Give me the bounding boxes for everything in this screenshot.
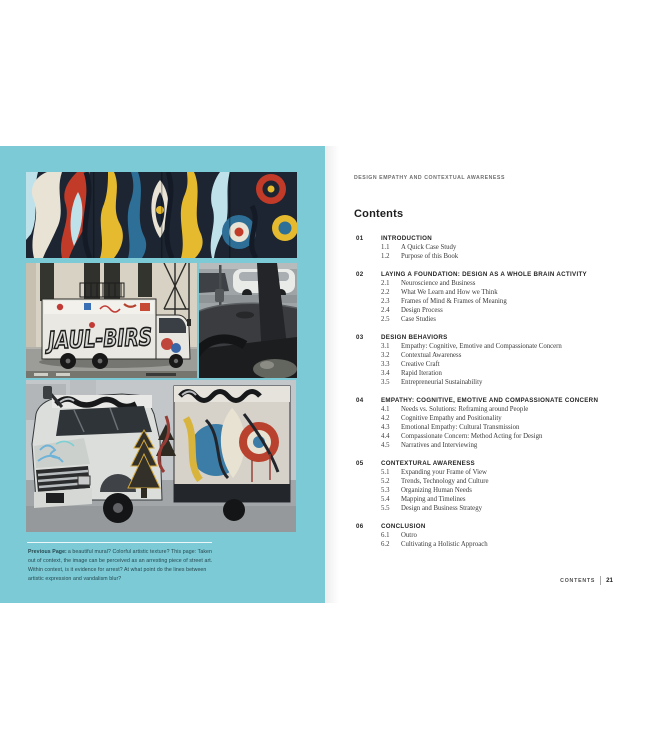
toc-section-title: CONTEXTURAL AWARENESS <box>381 460 475 467</box>
page-title: Contents <box>354 208 404 220</box>
toc-item-number: 4.5 <box>381 442 390 449</box>
toc-section-number: 02 <box>356 271 364 278</box>
page-number: 21 <box>606 577 613 584</box>
caption-line: out of context, the image can be perceived as an arresting piece of street art. <box>28 558 213 564</box>
toc-item-number: 2.1 <box>381 280 390 287</box>
toc-item-title: Trends, Technology and Culture <box>401 478 489 485</box>
toc-section-title: EMPATHY: COGNITIVE, EMOTIVE AND COMPASSIONATE CONCERN <box>381 397 599 404</box>
toc-section-title: CONCLUSION <box>381 523 426 530</box>
toc-section-number: 06 <box>356 523 364 530</box>
truck-closeup-illustration <box>26 380 296 532</box>
book-spread <box>0 146 650 603</box>
toc-section-header <box>356 459 618 468</box>
toc-item <box>381 351 618 360</box>
toc-item <box>381 297 618 306</box>
toc-item-title: Cognitive Empathy and Positionality <box>401 415 502 422</box>
photo-caption <box>28 548 220 584</box>
toc-item-number: 4.3 <box>381 424 390 431</box>
toc-item <box>381 477 618 486</box>
toc-item-title: Needs vs. Solutions: Reframing around People <box>401 406 529 413</box>
toc-item-number: 5.4 <box>381 496 390 503</box>
toc-section-title: DESIGN BEHAVIORS <box>381 334 448 341</box>
toc-item <box>381 504 618 513</box>
graffiti-truck-closeup-photo <box>26 380 296 532</box>
toc-item <box>381 531 618 540</box>
mural-illustration <box>26 172 297 258</box>
caption-divider <box>27 542 212 543</box>
toc-section-header <box>356 234 618 243</box>
truck-street-illustration <box>26 263 197 378</box>
toc-item-title: Emotional Empathy: Cultural Transmission <box>401 424 520 431</box>
toc-item-title: Entrepreneurial Sustainability <box>401 379 483 386</box>
graffiti-truck-street-photo <box>26 263 197 378</box>
toc-item <box>381 378 618 387</box>
toc-item-title: Case Studies <box>401 316 436 323</box>
running-head: DESIGN EMPATHY AND CONTEXTUAL AWARENESS <box>354 175 505 181</box>
caption-line: Within context, is it evidence for arrest? At what point do the lines between <box>28 567 207 573</box>
toc-item <box>381 252 618 261</box>
footer-section-label: CONTENTS <box>560 577 596 584</box>
toc-item-title: Design and Business Strategy <box>401 505 482 512</box>
toc-item-number: 3.4 <box>381 370 390 377</box>
caption-line <box>28 548 220 557</box>
toc-item-number: 2.2 <box>381 289 390 296</box>
toc-section-header <box>356 270 618 279</box>
toc-item <box>381 441 618 450</box>
toc-item-number: 2.4 <box>381 307 390 314</box>
toc-item-title: Frames of Mind & Frames of Meaning <box>401 298 507 305</box>
caption-lead: Previous Page: <box>28 549 67 555</box>
toc-item <box>381 423 618 432</box>
toc-item-number: 4.1 <box>381 406 390 413</box>
toc-item <box>381 540 618 549</box>
caption-line: artistic expression and vandalism blur? <box>28 576 122 582</box>
toc-item <box>381 243 618 252</box>
toc-item-number: 5.5 <box>381 505 390 512</box>
toc-section-number: 03 <box>356 334 364 341</box>
toc-item <box>381 315 618 324</box>
toc-item-number: 6.2 <box>381 541 390 548</box>
toc-item <box>381 486 618 495</box>
toc-item <box>381 342 618 351</box>
toc-item-number: 3.3 <box>381 361 390 368</box>
toc-section <box>356 459 618 513</box>
toc-item-title: Empathy: Cognitive, Emotive and Compassionate Concern <box>401 343 562 350</box>
toc-item <box>381 369 618 378</box>
toc-item-number: 5.1 <box>381 469 390 476</box>
toc-item <box>381 360 618 369</box>
toc-section-number: 01 <box>356 235 364 242</box>
toc-section-number: 05 <box>356 460 364 467</box>
toc-section-title: INTRODUCTION <box>381 235 433 242</box>
toc-item-title: Rapid Iteration <box>401 370 442 377</box>
left-page <box>0 146 325 603</box>
toc-item-title: Purpose of this Book <box>401 253 459 260</box>
toc-section-header <box>356 522 618 531</box>
toc-item-title: Narratives and Interviewing <box>401 442 478 449</box>
toc-item-number: 1.1 <box>381 244 390 251</box>
toc-item-title: Design Process <box>401 307 443 314</box>
toc-item <box>381 405 618 414</box>
toc-section <box>356 396 618 450</box>
caption-text: a beautiful mural? Colorful artistic texture? This page: Taken <box>67 549 213 555</box>
toc-item <box>381 432 618 441</box>
toc-item-number: 4.2 <box>381 415 390 422</box>
toc-section-header <box>356 396 618 405</box>
toc-item-title: Contextual Awareness <box>401 352 462 359</box>
toc-item-title: Mapping and Timelines <box>401 496 466 503</box>
toc-item <box>381 306 618 315</box>
toc-item-number: 5.3 <box>381 487 390 494</box>
toc-item-title: Cultivating a Holistic Approach <box>401 541 488 548</box>
toc-section <box>356 234 618 261</box>
car-interior-illustration <box>199 263 297 378</box>
toc-item-title: A Quick Case Study <box>401 244 457 251</box>
toc-section <box>356 333 618 387</box>
toc-item-number: 3.5 <box>381 379 390 386</box>
toc-section-header <box>356 333 618 342</box>
toc-section <box>356 522 618 549</box>
toc-item-title: Creative Craft <box>401 361 440 368</box>
toc-item-number: 3.2 <box>381 352 390 359</box>
toc <box>356 234 618 558</box>
toc-section-title: LAYING A FOUNDATION: DESIGN AS A WHOLE BRAIN ACTIVITY <box>381 271 587 278</box>
toc-item-number: 2.3 <box>381 298 390 305</box>
toc-item-title: Organizing Human Needs <box>401 487 472 494</box>
toc-item-title: Compassionate Concern: Method Acting for Design <box>401 433 543 440</box>
graffiti-tag-text: JAUL-BIRS <box>47 322 183 355</box>
page-footer <box>560 576 613 585</box>
toc-item-number: 3.1 <box>381 343 390 350</box>
toc-item-number: 1.2 <box>381 253 390 260</box>
toc-item <box>381 495 618 504</box>
toc-item-title: Neuroscience and Business <box>401 280 476 287</box>
toc-section-number: 04 <box>356 397 364 404</box>
toc-item <box>381 288 618 297</box>
toc-item <box>381 279 618 288</box>
toc-item-title: Outro <box>401 532 417 539</box>
mural-photo <box>26 172 297 258</box>
toc-item-number: 6.1 <box>381 532 390 539</box>
car-interior-photo <box>199 263 297 378</box>
footer-separator <box>600 576 601 585</box>
toc-item-number: 4.4 <box>381 433 390 440</box>
toc-item-number: 5.2 <box>381 478 390 485</box>
toc-item <box>381 468 618 477</box>
toc-section <box>356 270 618 324</box>
right-page <box>325 146 650 603</box>
toc-item <box>381 414 618 423</box>
toc-item-title: Expanding your Frame of View <box>401 469 487 476</box>
toc-item-number: 2.5 <box>381 316 390 323</box>
toc-item-title: What We Learn and How we Think <box>401 289 498 296</box>
